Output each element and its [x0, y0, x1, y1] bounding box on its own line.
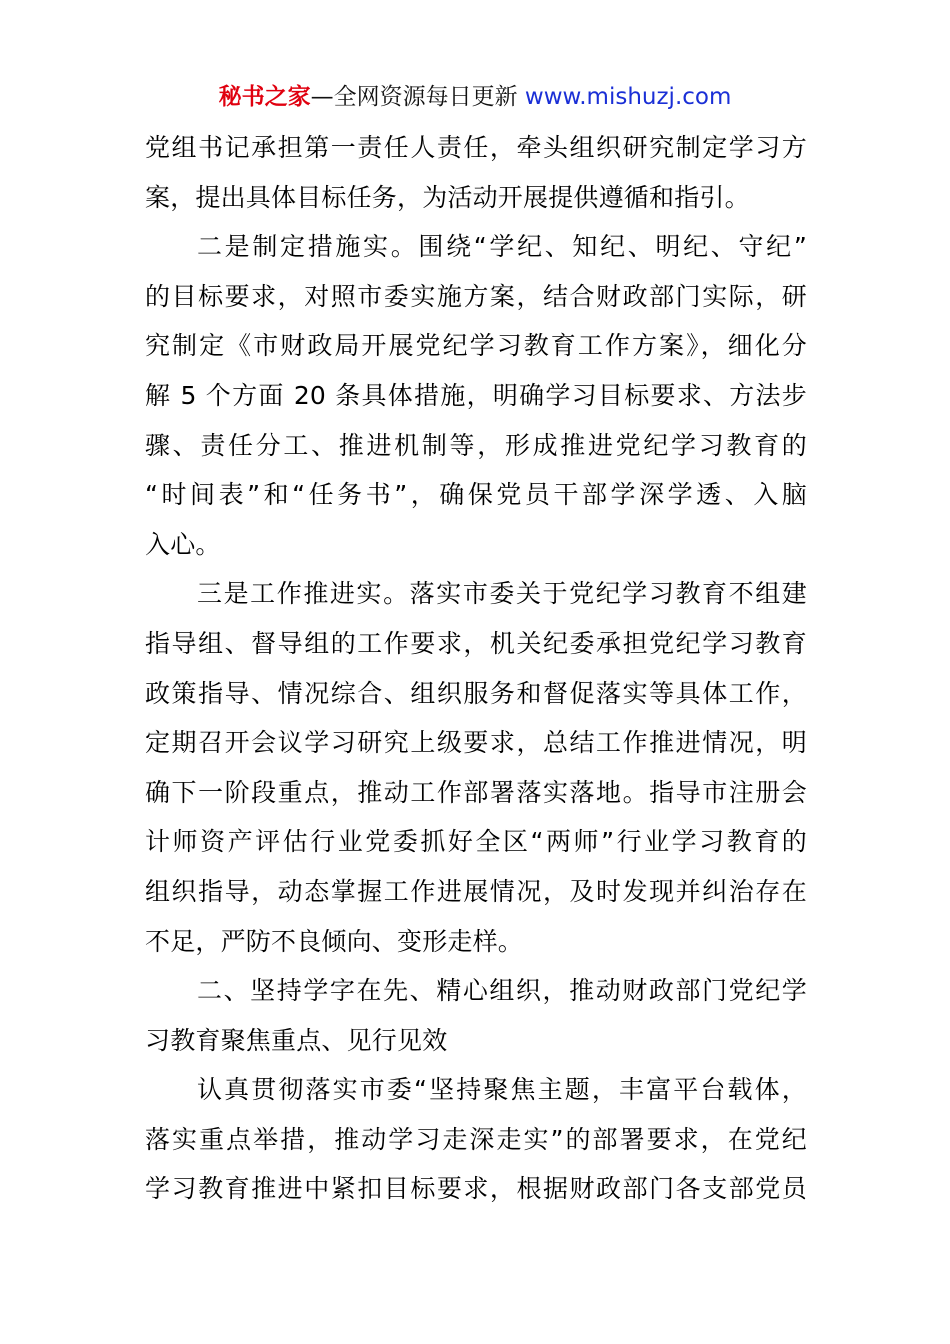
document-body: [145, 123, 807, 1214]
header-tagline: —全网资源每日更新: [310, 84, 525, 110]
text-line: 落实重点举措，推动学习走深走实”的部署要求，在党纪: [145, 1124, 807, 1154]
text-line: 二是制定措施实。围绕“学纪、知纪、明纪、守纪”: [197, 232, 807, 262]
text-line: 究制定《市财政局开展党纪学习教育工作方案》，细化分: [145, 331, 807, 361]
text-line: 认真贯彻落实市委“坚持聚焦主题，丰富平台载体，: [197, 1075, 807, 1105]
text-line: 案，提出具体目标任务，为活动开展提供遵循和指引。: [145, 182, 750, 212]
text-line: 确下一阶段重点，推动工作部署落实落地。指导市注册会: [145, 777, 807, 807]
text-line: “时间表”和“任务书”，确保党员干部学深学透、入脑: [145, 480, 807, 510]
text-line: 不足，严防不良倾向、变形走样。: [145, 926, 524, 956]
text-line: 骤、责任分工、推进机制等，形成推进党纪学习教育的: [145, 430, 807, 460]
text-line: 计师资产评估行业党委抓好全区“两师”行业学习教育的: [145, 827, 807, 857]
text-line: 定期召开会议学习研究上级要求，总结工作推进情况，明: [145, 728, 807, 758]
site-header: [0, 82, 950, 112]
text-line: 三是工作推进实。落实市委关于党纪学习教育不组建: [197, 579, 807, 609]
text-line: 解 5 个方面 20 条具体措施，明确学习目标要求、方法步: [145, 380, 807, 410]
site-url-link[interactable]: www.mishuzj.com: [524, 84, 732, 110]
text-line: 组织指导，动态掌握工作进展情况，及时发现并纠治存在: [145, 876, 807, 906]
brand-name: 秘书之家: [218, 84, 311, 110]
text-line: 政策指导、情况综合、组织服务和督促落实等具体工作，: [145, 678, 807, 708]
text-line: 指导组、督导组的工作要求，机关纪委承担党纪学习教育: [145, 628, 807, 658]
section-heading-line: 二、坚持学字在先、精心组织，推动财政部门党纪学: [197, 976, 807, 1006]
text-line: 入心。: [145, 529, 221, 559]
text-line: 党组书记承担第一责任人责任，牵头组织研究制定学习方: [145, 133, 807, 162]
text-line: 学习教育推进中紧扣目标要求，根据财政部门各支部党员: [145, 1174, 807, 1204]
section-heading-line: 习教育聚焦重点、见行见效: [145, 1025, 448, 1055]
text-line: 的目标要求，对照市委实施方案，结合财政部门实际，研: [145, 281, 807, 311]
